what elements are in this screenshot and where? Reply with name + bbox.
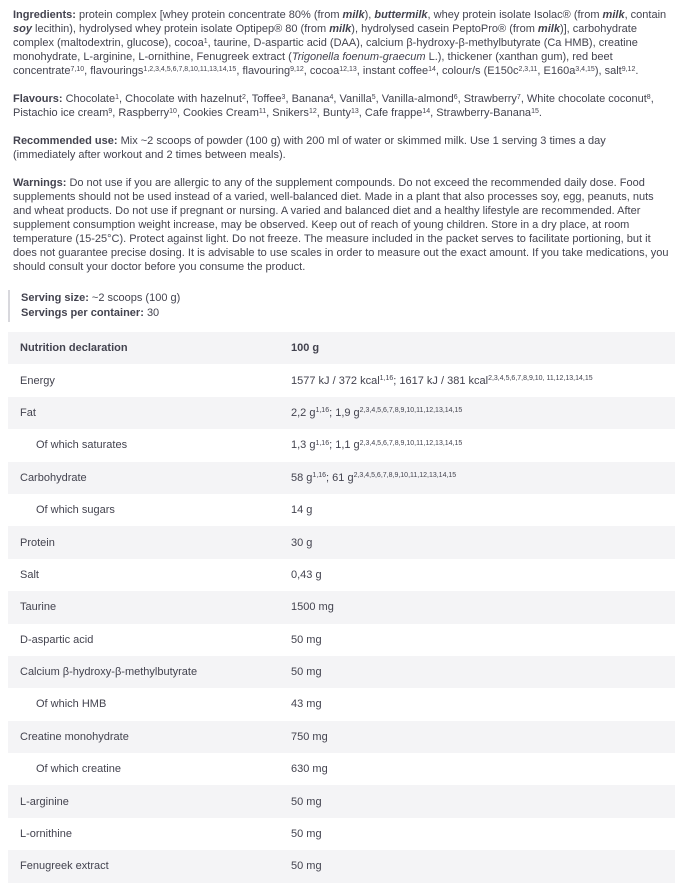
text-run: , flavouring <box>236 65 291 77</box>
text-run: Warnings: <box>13 177 70 189</box>
footnote-superscript: 11 <box>258 107 267 115</box>
footnote-superscript: 4 <box>329 93 334 101</box>
footnote-superscript: 2 <box>241 93 246 101</box>
table-row <box>8 364 675 396</box>
text-run: , Cookies Cream <box>176 107 259 119</box>
text-run: 1577 kJ / 372 kcal <box>291 374 380 387</box>
nutrient-value <box>291 697 675 711</box>
text-run: , flavourings <box>84 65 144 77</box>
nutrient-label: Of which sugars <box>36 504 115 517</box>
text-run: milk <box>537 23 560 35</box>
nutrient-label: L-arginine <box>20 795 69 808</box>
table-row <box>8 818 675 850</box>
serving-size-label: Serving size: <box>21 292 89 304</box>
footnote-superscript: 3,4,15 <box>575 65 595 73</box>
footnote-superscript: 12 <box>308 107 317 115</box>
table-row <box>8 785 675 817</box>
nutrition-table-header-label: Nutrition declaration <box>20 342 128 355</box>
text-run: 50 mg <box>291 795 322 808</box>
text-run: Mix ~2 scoops of powder (100 g) with 200 ml of water or skimmed milk. Use 1 serving 3 times a day (immediately after workout and 2 times between meals). <box>13 135 606 161</box>
ingredients-paragraph <box>13 8 669 78</box>
nutrient-label: L-ornithine <box>20 828 72 841</box>
text-run: , colour/s (E150c <box>435 65 519 77</box>
text-run: ), salt <box>594 65 622 77</box>
serving-size-line <box>21 291 669 306</box>
footnote-superscript: 1,16 <box>379 375 394 383</box>
table-row <box>8 429 675 461</box>
text-run: 2,2 g <box>291 406 316 419</box>
nutrient-value <box>291 471 675 485</box>
footnote-superscript: 1 <box>203 37 208 45</box>
text-run: lecithin), hydrolysed whey protein isolate Optipep® 80 (from <box>31 23 330 35</box>
text-run: , Vanilla <box>333 93 372 105</box>
text-run: , Banana <box>285 93 330 105</box>
text-run: ; 1617 kJ / 381 kcal <box>393 374 489 387</box>
servings-per-container-label: Servings per container: <box>21 307 144 319</box>
footnote-superscript: 9 <box>108 107 113 115</box>
table-row <box>8 591 675 623</box>
nutrient-value <box>291 406 675 420</box>
footnote-superscript: 1,16 <box>315 407 330 415</box>
text-run: , Raspberry <box>112 107 170 119</box>
text-run: , Pistachio ice cream <box>13 93 654 119</box>
table-row <box>8 850 675 882</box>
text-run: 630 mg <box>291 763 328 776</box>
table-row <box>8 526 675 558</box>
table-row <box>8 688 675 720</box>
text-run: protein complex [whey protein concentrate 80% (from <box>79 9 343 21</box>
text-run: , whey protein isolate Isolac® (from <box>427 9 603 21</box>
footnote-superscript: 2,3,4,5,6,7,8,9,10,11,12,13,14,15 <box>359 439 463 447</box>
text-run: milk <box>329 23 352 35</box>
nutrient-label: Fenugreek extract <box>20 860 109 873</box>
footnote-superscript: 3 <box>281 93 286 101</box>
text-run: Ingredients: <box>13 9 80 21</box>
nutrient-value <box>291 600 675 614</box>
nutrient-value <box>291 859 675 873</box>
nutrition-table-body <box>8 364 675 882</box>
text-run: 30 g <box>291 536 313 549</box>
footnote-superscript: 15 <box>531 107 539 115</box>
text-run: buttermilk <box>374 9 428 21</box>
table-row <box>8 494 675 526</box>
text-run: )], carbohydrate complex (maltodextrin, glucose), cocoa <box>13 23 637 49</box>
nutrient-label: Energy <box>20 374 55 387</box>
text-run: , cocoa <box>303 65 340 77</box>
nutrient-value <box>291 795 675 809</box>
text-run: 1500 mg <box>291 601 334 614</box>
text-run: milk <box>602 9 625 21</box>
servings-per-container-line <box>21 306 669 321</box>
table-row <box>8 397 675 429</box>
text-run: Trigonella foenum-graecum <box>291 51 426 63</box>
text-run: ; 1,9 g <box>329 406 360 419</box>
text-run: Chocolate <box>65 93 116 105</box>
flavours-paragraph <box>13 92 669 120</box>
nutrient-label: Of which HMB <box>36 698 107 711</box>
table-row <box>8 721 675 753</box>
nutrient-value <box>291 762 675 776</box>
footnote-superscript: 1,16 <box>312 472 327 480</box>
table-row <box>8 624 675 656</box>
text-run: milk <box>342 9 365 21</box>
nutrient-value <box>291 438 675 452</box>
nutrient-label: Calcium β-hydroxy-β-methylbutyrate <box>20 666 198 679</box>
nutrient-value <box>291 503 675 517</box>
text-run: , contain <box>624 9 667 21</box>
text-run: , Vanilla-almond <box>375 93 454 105</box>
serving-info-block <box>8 290 669 322</box>
nutrient-label: Salt <box>20 568 39 581</box>
text-run: , Bunty <box>316 107 351 119</box>
footnote-superscript: 14 <box>428 65 436 73</box>
text-run: . <box>635 65 639 77</box>
servings-per-container-value: 30 <box>146 307 160 319</box>
text-run: , Strawberry-Banana <box>430 107 532 119</box>
text-run: , White chocolate coconut <box>520 93 647 105</box>
footnote-superscript: 7,10 <box>70 65 85 73</box>
nutrition-table <box>8 332 675 883</box>
footnote-superscript: 2,3,4,5,6,7,8,9,10,11,12,13,14,15 <box>359 407 463 415</box>
text-run: , Toffee <box>245 93 282 105</box>
nutrient-value <box>291 827 675 841</box>
nutrient-label: Creatine monohydrate <box>20 730 129 743</box>
footnote-superscript: 1 <box>115 93 120 101</box>
text-run: , Cafe frappe <box>358 107 423 119</box>
table-row <box>8 656 675 688</box>
footnote-superscript: 7 <box>516 93 521 101</box>
footnote-superscript: 2,3,11 <box>518 65 538 73</box>
nutrient-value <box>291 374 675 388</box>
text-run: 50 mg <box>291 828 322 841</box>
text-run: 750 mg <box>291 730 328 743</box>
text-run: 50 mg <box>291 666 322 679</box>
text-run: , E160a <box>537 65 576 77</box>
text-run: 50 mg <box>291 633 322 646</box>
text-run: soy <box>13 23 32 35</box>
text-run: ; 1,1 g <box>329 439 360 452</box>
text-run: , taurine, D-aspartic acid (DAA), calcium β-hydroxy-β-methylbutyrate (Ca HMB), creatine monohydrate, L-arginine, L-ornithine, Fenugreek extract ( <box>13 37 638 63</box>
text-run: 50 mg <box>291 860 322 873</box>
text-run: 1,3 g <box>291 439 316 452</box>
text-run: 14 g <box>291 504 313 517</box>
table-row <box>8 559 675 591</box>
text-run: Recommended use: <box>13 135 121 147</box>
text-run: Do not use if you are allergic to any of the supplement compounds. Do not exceed the recommended daily dose. Food supplements should not be used instead of a varied, well-balanced diet. Made in a plant that also processes soy, egg, peanuts, nuts and wheat products. Do not use if pregnant or nursing. A varied and balanced diet and a healthy lifestyle are recommended. After supplement consumption weight increase, may be observed. Keep out of reach of young children. Store in a dry place, at room temperature (15-25°C). Protect against light. Do not freeze. The measure included in the packet serves to facilitate portioning, but it does not guarantee precise dosing. It is advisable to use scales in order to measure out the exact amount. If you take medications, you should consult your doctor before you consume the product. <box>13 177 669 273</box>
footnote-superscript: 10 <box>169 107 177 115</box>
nutrition-table-header-value: 100 g <box>291 342 320 355</box>
footnote-superscript: 13 <box>350 107 359 115</box>
text-run: L.), thickener (xanthan gum), red beet concentrate <box>13 51 613 77</box>
table-row <box>8 462 675 494</box>
text-run: Flavours: <box>13 93 66 105</box>
footnote-superscript: 5 <box>371 93 376 101</box>
text-run: , Snikers <box>266 107 309 119</box>
footnote-superscript: 14 <box>422 107 431 115</box>
footnote-superscript: 6 <box>453 93 458 101</box>
footnote-superscript: 2,3,4,5,6,7,8,9,10,11,12,13,14,15 <box>353 472 457 480</box>
nutrient-label: Carbohydrate <box>20 471 87 484</box>
footnote-superscript: 12,13 <box>339 65 357 73</box>
footnote-superscript: 9,12 <box>290 65 304 73</box>
recommended-use-paragraph <box>13 134 669 162</box>
nutrient-value <box>291 730 675 744</box>
nutrition-table-header-row <box>8 332 675 364</box>
text-run: . <box>538 107 542 119</box>
text-run: , Strawberry <box>457 93 517 105</box>
nutrient-value <box>291 633 675 647</box>
text-run: 58 g <box>291 471 313 484</box>
footnote-superscript: 8 <box>646 93 651 101</box>
footnote-superscript: 1,2,3,4,5,6,7,8,10,11,13,14,15 <box>143 65 237 73</box>
warnings-paragraph <box>13 176 669 274</box>
footnote-superscript: 1,16 <box>315 439 330 447</box>
nutrient-label: Fat <box>20 406 36 419</box>
text-run: , Chocolate with hazelnut <box>119 93 242 105</box>
text-run: 43 mg <box>291 698 322 711</box>
nutrient-label: Protein <box>20 536 55 549</box>
nutrient-label: Of which saturates <box>36 439 128 452</box>
text-run: ; 61 g <box>326 471 354 484</box>
footnote-superscript: 2,3,4,5,6,7,8,9,10, 11,12,13,14,15 <box>488 375 593 383</box>
footnote-superscript: 9,12 <box>621 65 636 73</box>
text-run: , instant coffee <box>356 65 429 77</box>
nutrient-value <box>291 665 675 679</box>
text-run: ), <box>364 9 375 21</box>
text-run: 0,43 g <box>291 568 322 581</box>
serving-size-value: ~2 scoops (100 g) <box>91 292 181 304</box>
table-row <box>8 753 675 785</box>
nutrient-value <box>291 536 675 550</box>
nutrient-label: Of which creatine <box>36 763 121 776</box>
nutrient-label: Taurine <box>20 601 57 614</box>
nutrient-label: D-aspartic acid <box>20 633 94 646</box>
nutrient-value <box>291 568 675 582</box>
text-run: ), hydrolysed casein PeptoPro® (from <box>351 23 538 35</box>
